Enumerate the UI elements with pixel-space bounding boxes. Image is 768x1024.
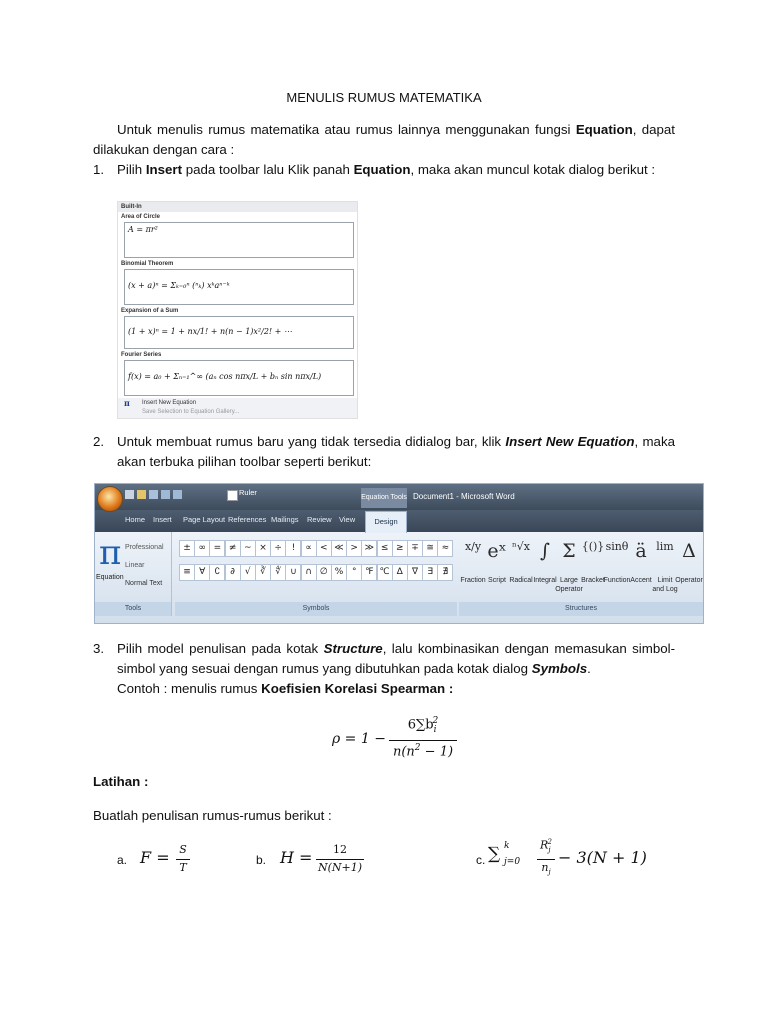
symbol-button[interactable]: ∞ (194, 540, 210, 557)
symbol-button[interactable]: ~ (240, 540, 256, 557)
symbol-button[interactable]: ℉ (361, 564, 377, 581)
ruler-label: Ruler (239, 488, 257, 497)
symbol-button[interactable]: ∛ (255, 564, 271, 581)
structure-label[interactable]: Large Operator (555, 577, 583, 593)
structure-label[interactable]: Accent (630, 577, 652, 584)
symbol-button[interactable]: ≤ (377, 540, 393, 557)
context-tab-label: Equation Tools (361, 488, 407, 508)
exercise-b-denominator: N(N+1) (317, 861, 363, 874)
exercise-b-lhs: H = (280, 848, 313, 867)
exercise-c-tail: − 3(N + 1) (558, 848, 647, 867)
structure-label[interactable]: Fraction (460, 577, 486, 584)
symbol-button[interactable]: × (255, 540, 271, 557)
insert-new-equation-item[interactable]: Insert New Equation (142, 400, 197, 406)
tab-insert[interactable]: Insert (153, 515, 172, 524)
exercise-c-label: c. (476, 853, 486, 867)
tab-view[interactable]: View (339, 515, 356, 524)
linear-button[interactable]: Linear (125, 562, 145, 569)
print-icon[interactable] (149, 490, 158, 499)
document-title: MENULIS RUMUS MATEMATIKA (286, 90, 482, 105)
spearman-lhs: ρ = 1 − (332, 731, 386, 747)
exercise-a-numerator: S (179, 843, 187, 856)
gallery-header: Built-In (118, 202, 357, 212)
symbol-button[interactable]: ∄ (437, 564, 453, 581)
step-2-number: 2. (93, 434, 105, 449)
symbol-button[interactable]: ∪ (285, 564, 301, 581)
step-3-text: Pilih model penulisan pada kotak Structure, lalu kombinasikan dengan memasukan simbol-simbol yang sesuai dengan rumus yang dibutuhkan pada kotak dialog Symbols. (117, 641, 675, 676)
redo-icon[interactable] (173, 490, 182, 499)
window-title: Document1 - Microsoft Word (413, 492, 515, 501)
exercise-b-numerator: 12 (333, 843, 347, 856)
structure-label[interactable]: Radical (509, 577, 533, 584)
office-button-icon[interactable] (97, 486, 123, 512)
folder-icon[interactable] (137, 490, 146, 499)
normal-text-button[interactable]: Normal Text (125, 580, 163, 587)
gallery-item-formula[interactable]: (1 + x)ⁿ = 1 + nx/1! + n(n − 1)x²/2! + ⋯ (124, 316, 354, 349)
exercise-a-denominator: T (179, 861, 187, 874)
fraction-bar (537, 859, 555, 860)
symbol-button[interactable]: ≠ (225, 540, 241, 557)
exercise-c-sum: ∑ (488, 844, 501, 864)
undo-icon[interactable] (161, 490, 170, 499)
step-3-number: 3. (93, 641, 105, 656)
symbols-group (175, 540, 457, 600)
step-2-text: Untuk membuat rumus baru yang tidak tersedia didialog bar, klik Insert New Equation, maka akan terbuka pilihan toolbar seperti berikut: (117, 434, 675, 469)
structure-icon[interactable]: Σ (562, 540, 576, 562)
exercise-c-sum-upper: k (504, 841, 510, 851)
gallery-item-formula[interactable]: (x + a)ⁿ = Σₖ₌₀ⁿ (ⁿₖ) xᵏaⁿ⁻ᵏ (124, 269, 354, 305)
structure-icon[interactable]: lim (656, 540, 674, 553)
spearman-numerator: $6\sum b_i^2$ (407, 716, 439, 735)
exercise-c-denominator: $n_j$ (541, 861, 551, 877)
gallery-item-title: Fourier Series (118, 350, 357, 360)
equation-gallery (117, 201, 358, 419)
fraction-bar (176, 859, 190, 860)
tab-home[interactable]: Home (125, 515, 146, 524)
ruler-checkbox[interactable] (227, 490, 238, 501)
save-selection-item[interactable]: Save Selection to Equation Gallery... (142, 409, 240, 415)
exercise-c-sum-lower: j=0 (504, 857, 521, 867)
symbol-button[interactable]: √ (240, 564, 256, 581)
structure-icon[interactable]: eˣ (487, 540, 507, 562)
equation-button[interactable]: Equation (96, 574, 124, 581)
structure-label[interactable]: Function (603, 577, 631, 584)
symbol-button[interactable]: ∅ (316, 564, 332, 581)
symbol-button[interactable]: ! (285, 540, 301, 557)
gallery-item-title: Area of Circle (118, 212, 357, 222)
tab-design[interactable]: Design (365, 511, 407, 533)
structure-label[interactable]: Script (488, 577, 506, 584)
structure-label[interactable]: Operator (675, 577, 703, 584)
structure-icon[interactable]: ⁿ√x (512, 540, 530, 553)
symbol-button[interactable]: ∓ (407, 540, 423, 557)
pi-icon: π (124, 398, 130, 408)
professional-button[interactable]: Professional (125, 544, 164, 551)
structure-icon[interactable]: Δ (682, 540, 696, 562)
symbol-button[interactable]: ∁ (209, 564, 225, 581)
exercise-instruction: Buatlah penulisan rumus-rumus berikut : (93, 808, 332, 823)
symbol-button[interactable]: ≫ (361, 540, 377, 557)
intro-paragraph: Untuk menulis rumus matematika atau rumus lainnya menggunakan fungsi Equation, dapat dilakukan dengan cara : (93, 122, 675, 157)
symbol-button[interactable]: ÷ (270, 540, 286, 557)
symbol-button[interactable]: ∝ (301, 540, 317, 557)
symbol-button[interactable]: ∃ (422, 564, 438, 581)
symbol-button[interactable]: ≅ (422, 540, 438, 557)
symbol-button[interactable]: < (316, 540, 332, 557)
tab-references[interactable]: References (228, 515, 267, 524)
symbol-button[interactable]: ∆ (392, 564, 408, 581)
structure-label[interactable]: Integral (533, 577, 557, 584)
symbol-button[interactable]: ≈ (437, 540, 453, 557)
latihan-heading: Latihan : (93, 774, 149, 789)
exercise-a-label: a. (117, 853, 128, 867)
symbol-button[interactable]: ∇ (407, 564, 423, 581)
tab-mailings[interactable]: Mailings (271, 515, 299, 524)
symbol-button[interactable]: ∩ (301, 564, 317, 581)
tools-group-label: Tools (95, 602, 171, 616)
symbol-button[interactable]: % (331, 564, 347, 581)
symbol-button[interactable]: ≪ (331, 540, 347, 557)
structure-label[interactable]: Bracket (581, 577, 605, 584)
symbol-button[interactable]: ≡ (179, 564, 195, 581)
symbol-button[interactable]: ± (179, 540, 195, 557)
gallery-item-formula[interactable]: f(x) = a₀ + Σₙ₌₁^∞ (aₙ cos nπx/L + bₙ sin nπx/L) (124, 360, 354, 396)
symbol-button[interactable]: ∜ (270, 564, 286, 581)
symbol-button[interactable]: ∂ (225, 564, 241, 581)
gallery-item-formula[interactable]: A = πr² (124, 222, 354, 258)
exercise-b-label: b. (256, 853, 267, 867)
symbol-button[interactable]: ° (346, 564, 362, 581)
exercise-c-numerator: $R_j^2$ (540, 838, 552, 854)
structure-icon[interactable]: ä (635, 540, 647, 562)
symbol-button[interactable]: ≥ (392, 540, 408, 557)
step-1-text: Pilih Insert pada toolbar lalu Klik panah Equation, maka akan muncul kotak dialog berikut : (117, 162, 656, 177)
tab-page-layout[interactable]: Page Layout (183, 515, 226, 524)
example-line: Contoh : menulis rumus Koefisien Korelasi Spearman : (117, 681, 454, 696)
equation-tools-ribbon (94, 483, 704, 624)
quick-access-toolbar (125, 490, 225, 502)
exercise-a-lhs: F = (140, 848, 170, 867)
structure-icon[interactable]: x/y (464, 540, 482, 553)
spearman-denominator: $n(n^2 - 1)$ (392, 743, 454, 760)
fraction-bar (389, 740, 457, 741)
symbol-button[interactable]: ℃ (377, 564, 393, 581)
gallery-item-title: Expansion of a Sum (118, 306, 357, 316)
structure-icon[interactable]: sinθ (605, 540, 629, 553)
gallery-item-title: Binomial Theorem (118, 259, 357, 269)
save-icon[interactable] (125, 490, 134, 499)
fraction-bar (316, 859, 364, 860)
step-1-number: 1. (93, 162, 105, 177)
symbol-button[interactable]: ∀ (194, 564, 210, 581)
pi-icon[interactable]: π (99, 533, 122, 573)
structure-icon[interactable]: {()} (581, 540, 605, 553)
structure-icon[interactable]: ∫ (540, 540, 550, 562)
tab-review[interactable]: Review (307, 515, 332, 524)
symbol-button[interactable]: = (209, 540, 225, 557)
symbol-button[interactable]: > (346, 540, 362, 557)
symbols-group-label: Symbols (175, 602, 457, 616)
structure-label[interactable]: Limit and Log (652, 577, 678, 593)
structures-group-label: Structures (459, 602, 703, 616)
